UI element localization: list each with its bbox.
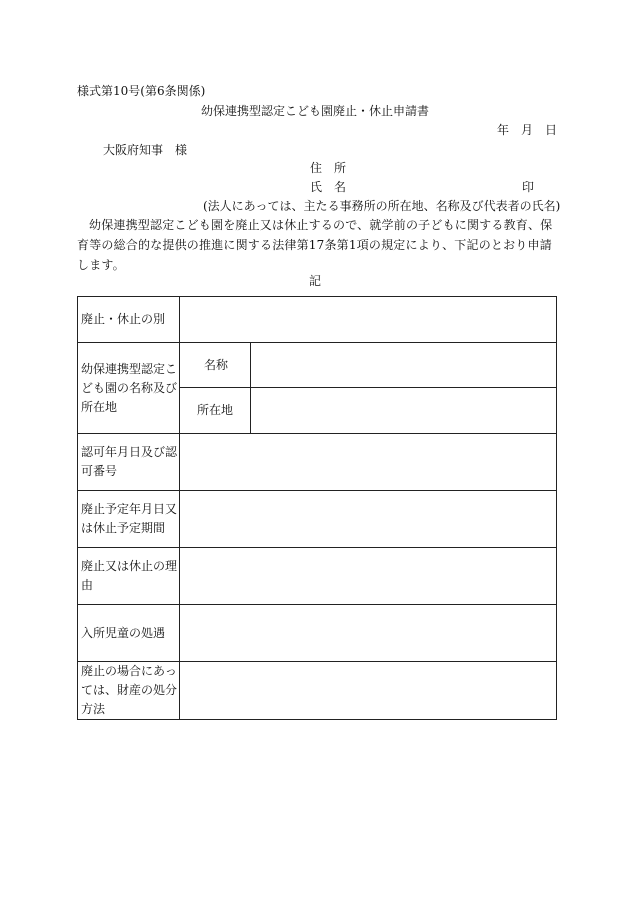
seal-mark: 印 [522, 180, 535, 194]
table-row-facility-name [78, 343, 557, 388]
address-label: 住 所 [310, 161, 347, 175]
table-row-reason [78, 548, 557, 605]
name-label: 氏 名 [310, 180, 347, 194]
facility-label: 幼保連携型認定こども園の名称及び所在地 [78, 343, 180, 434]
corporation-note: (法人にあっては、主たる事務所の所在地、名称及び代表者の氏名) [203, 199, 561, 213]
date-line [497, 122, 557, 138]
reason-field[interactable] [180, 548, 557, 605]
table-row-property [78, 662, 557, 720]
date-month-label: 月 [521, 123, 534, 137]
table-row-schedule [78, 491, 557, 548]
facility-location-field[interactable] [251, 388, 557, 434]
document-title: 幼保連携型認定こども園廃止・休止申請書 [200, 104, 429, 118]
approval-label: 認可年月日及び認可番号 [78, 434, 180, 491]
table-row-closure-type [78, 297, 557, 343]
children-field[interactable] [180, 605, 557, 662]
facility-name-label: 名称 [180, 343, 251, 388]
table-row-children [78, 605, 557, 662]
application-table [77, 296, 557, 720]
date-year-label: 年 [497, 123, 510, 137]
reason-label: 廃止又は休止の理由 [78, 548, 180, 605]
children-label: 入所児童の処遇 [78, 605, 180, 662]
property-label: 廃止の場合にあっては、財産の処分方法 [78, 662, 180, 720]
ki-heading: 記 [308, 274, 321, 288]
facility-name-field[interactable] [251, 343, 557, 388]
addressee: 大阪府知事 様 [103, 143, 188, 157]
facility-location-label: 所在地 [180, 388, 251, 434]
form-number: 様式第10号(第6条関係) [77, 84, 206, 98]
schedule-label: 廃止予定年月日又は休止予定期間 [78, 491, 180, 548]
closure-type-label: 廃止・休止の別 [78, 297, 180, 343]
table-row-approval [78, 434, 557, 491]
closure-type-field[interactable] [180, 297, 557, 343]
application-body-text: 幼保連携型認定こども園を廃止又は休止するので、就学前の子どもに関する教育、保育等の総合的な提供の推進に関する法律第17条第1項の規定により、下記のとおり申請します。 [77, 218, 553, 272]
schedule-field[interactable] [180, 491, 557, 548]
date-day-label: 日 [545, 123, 558, 137]
property-field[interactable] [180, 662, 557, 720]
approval-field[interactable] [180, 434, 557, 491]
